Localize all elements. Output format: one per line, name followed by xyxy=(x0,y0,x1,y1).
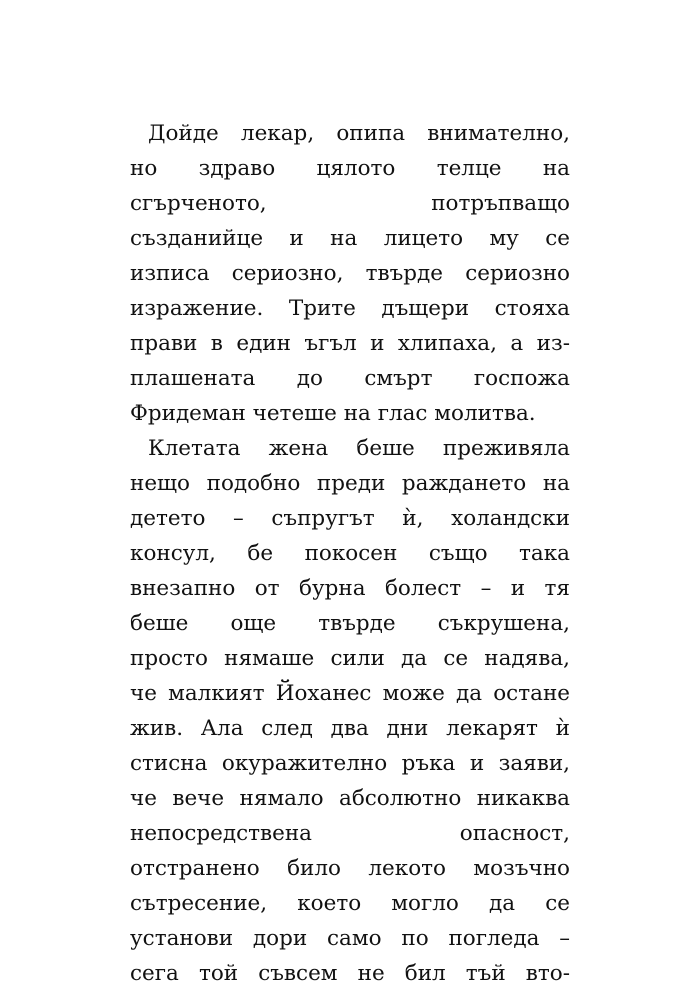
text-line: Фридеман четеше на глас молитва. xyxy=(130,401,536,426)
paragraph-2 xyxy=(130,431,570,991)
paragraph-1 xyxy=(130,116,570,431)
text-line: нещо подобно преди раждането на xyxy=(130,471,570,496)
text-line: стисна окуражително ръка и заяви, xyxy=(130,751,570,776)
text-line: Дойде лекар, опипа внимателно, xyxy=(148,121,570,146)
body-text xyxy=(130,116,570,991)
text-line: прави в един ъгъл и хлипаха, а из- xyxy=(130,331,570,356)
text-line: че малкият Йоханес може да остане xyxy=(130,681,570,706)
text-line: изражение. Трите дъщери стояха xyxy=(130,296,570,321)
text-line: сгърченото, потръпващо xyxy=(130,191,570,216)
text-line: създанийце и на лицето му се xyxy=(130,226,570,251)
text-line: отстранено било лекото мозъчно xyxy=(130,856,570,881)
text-line: жив. Ала след два дни лекарят ѝ xyxy=(130,716,570,741)
text-line: детето – съпругът ѝ, холандски xyxy=(130,506,570,531)
text-line: че вече нямало абсолютно никаква xyxy=(130,786,570,811)
text-line: Клетата жена беше преживяла xyxy=(148,436,570,461)
text-line: беше още твърде съкрушена, xyxy=(130,611,570,636)
text-line: просто нямаше сили да се надява, xyxy=(130,646,570,671)
text-line: плашената до смърт госпожа xyxy=(130,366,570,391)
text-line: но здраво цялото телце на xyxy=(130,156,570,181)
text-line: изписа сериозно, твърде сериозно xyxy=(130,261,570,286)
text-line: внезапно от бурна болест – и тя xyxy=(130,576,570,601)
text-line: консул, бе покосен също така xyxy=(130,541,570,566)
text-line: непосредствена опасност, xyxy=(130,821,570,846)
text-line: сътресение, което могло да се xyxy=(130,891,570,916)
text-line: установи дори само по погледа – xyxy=(130,926,570,951)
text-line: сега той съвсем не бил тъй вто- xyxy=(130,961,570,986)
